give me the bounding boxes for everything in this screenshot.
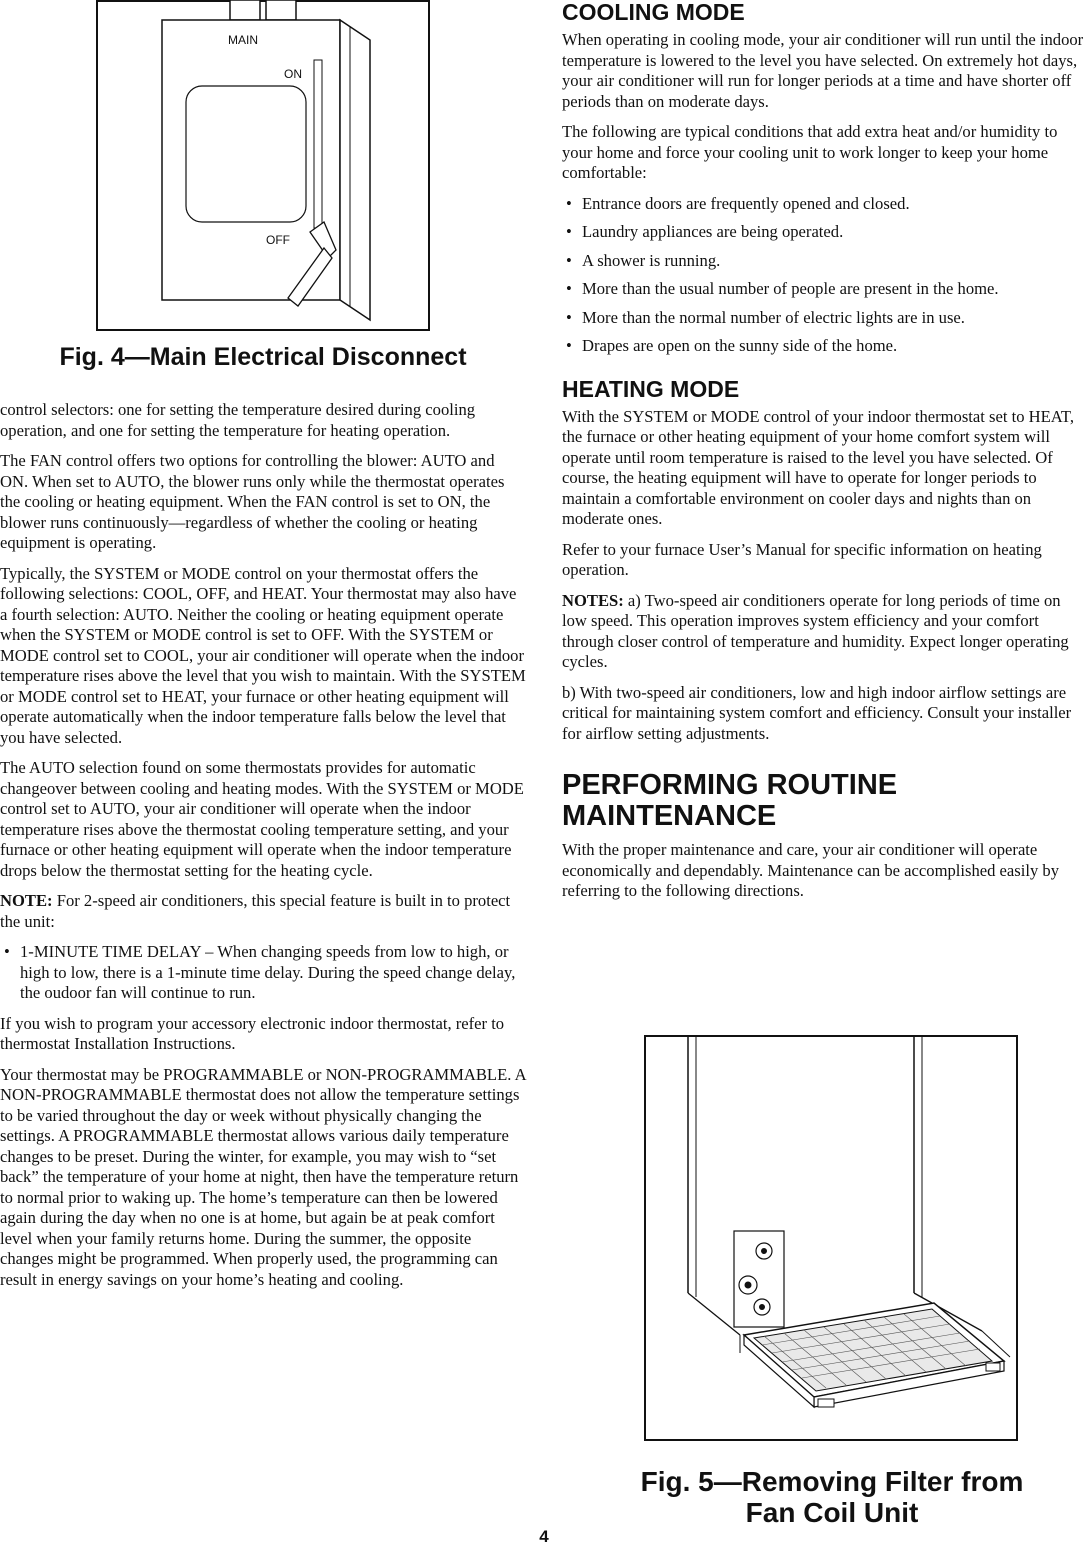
heading-maintenance (562, 770, 1088, 832)
list-item: • More than the normal number of electric lights are in use. (562, 308, 1088, 329)
paragraph-system-mode: Typically, the SYSTEM or MODE control on your thermostat offers the following selections: COOL, OFF, and HEAT. Your thermostat may also have a fourth selection: AUTO. Neither the cooling or heating equipment operate when the SYSTEM or MODE control is set to OFF. With the SYSTEM or MODE control set to COOL, your air conditioner will operate when the indoor temperature rises above the level that you wish to maintain. With the SYSTEM or MODE control set to HEAT, your furnace or other heating equipment will operate automatically when the indoor temperature falls below the level that you have selected. (0, 563, 526, 747)
fig5-caption-line1: Fig. 5—Removing Filter from (640, 1466, 1024, 1497)
label-main: MAIN (228, 33, 258, 47)
paragraph-cooling-2: The following are typical conditions that add extra heat and/or humidity to your home and force your cooling unit to work longer to keep your home comfortable: (562, 122, 1058, 182)
paragraph-heating-2: Refer to your furnace User’s Manual for specific information on heating operation. (562, 539, 1042, 579)
list-item: • Drapes are open on the sunny side of the home. (562, 336, 1088, 357)
note-text: For 2-speed air conditioners, this special feature is built in to protect the unit: (0, 891, 511, 931)
notes-label: NOTES: (562, 590, 624, 610)
paragraph-fan-control: The FAN control offers two options for controlling the blower: AUTO and ON. When set to AUTO, the blower runs only while the thermostat operates the cooling or heating equipment. When the FAN control is set to ON, the blower runs continuously—regardless of whether the cooling or heating equipment is operating. (0, 451, 505, 552)
paragraph-notes-b: b) With two-speed air conditioners, low and high indoor airflow settings are critical for maintaining system comfort and efficiency. Consult your installer for airflow setting adjustments. (562, 682, 1072, 743)
list-item: • Laundry appliances are being operated. (562, 222, 1088, 243)
paragraph-program-thermostat: If you wish to program your accessory electronic indoor thermostat, refer to thermostat Installation Instructions. (0, 1013, 505, 1053)
list-item: • More than the usual number of people are present in the home. (562, 279, 1088, 300)
fig5-caption-line2: Fan Coil Unit (745, 1497, 919, 1528)
note-label: NOTE: (0, 891, 53, 910)
paragraph-notes-a (562, 591, 1088, 673)
notes-a-text: a) Two-speed air conditioners operate for long periods of time on low speed. This operation improves system efficiency and your comfort through closer control of temperature and humidity. Expect longer operating cycles. (562, 590, 1069, 671)
paragraph-heating-1: With the SYSTEM or MODE control of your indoor thermostat set to HEAT, the furnace or other heating equipment of your home comfort system will operate until room temperature is raised to the level you have selected. Of course, the heating equipment will have to operate for longer periods to maintain a comfortable environment on cooler days and nights than on moderate ones. (562, 406, 1074, 528)
paragraph-maintenance: With the proper maintenance and care, your air conditioner will operate economically and dependably. Maintenance can be accomplished easily by referring to the following directions. (562, 840, 1060, 900)
paragraph-programmable: Your thermostat may be PROGRAMMABLE or NON-PROGRAMMABLE. A NON-PROGRAMMABLE thermostat does not allow the temperature settings to be varied throughout the day or week without physically changing the settings. A PROGRAMMABLE thermostat allows various daily temperature changes to be preset. During the winter, for example, you may wish to “set back” the temperature of your home at night, then have the temperature return to normal prior to waking up. The home’s temperature can then be lowered again during the day when no one is at home, but again be at peak comfort level when your family returns home. During the summer, the opposite changes might be programmed. When properly used, the programming can result in energy savings on your home’s heating and cooling. (0, 1064, 526, 1289)
right-body (562, 0, 1088, 912)
fig4-caption: Fig. 4—Main Electrical Disconnect (59, 343, 467, 371)
left-body (0, 400, 526, 1300)
list-item: • A shower is running. (562, 251, 1088, 272)
fig5-caption (592, 1466, 1072, 1528)
paragraph-control-selectors: control selectors: one for setting the temperature desired during cooling operation, and one for setting the temperature for heating operation. (0, 400, 476, 440)
delay-bullet-list (0, 942, 526, 1004)
filter-removal-illustration (644, 1035, 1020, 1443)
heading-maintenance-line2: MAINTENANCE (562, 800, 777, 832)
heading-maintenance-line1: PERFORMING ROUTINE (562, 769, 898, 801)
label-off: OFF (266, 233, 290, 247)
heading-cooling-mode: COOLING MODE (562, 0, 745, 25)
paragraph-cooling-1: When operating in cooling mode, your air conditioner will run until the indoor temperature is lowered to the level you have selected. On extremely hot days, your air conditioner will run for longer periods at a time and have shorter off periods than on moderate days. (562, 30, 1084, 111)
main-disconnect-illustration (96, 0, 432, 332)
page-number: 4 (539, 1527, 549, 1546)
paragraph-note (0, 891, 526, 932)
list-item: • Entrance doors are frequently opened and closed. (562, 194, 1088, 215)
cooling-conditions-list (562, 194, 1088, 357)
label-on: ON (284, 67, 302, 81)
paragraph-auto-selection: The AUTO selection found on some thermostats provides for automatic changeover between cooling and heating modes. With the SYSTEM or MODE control set to AUTO, your air conditioner will operate when the indoor temperature rises above the thermostat cooling temperature setting, and your furnace or other heating equipment will operate when the indoor temperature drops below the thermostat setting for the heating cycle. (0, 758, 524, 880)
heading-heating-mode: HEATING MODE (562, 375, 740, 402)
bullet-time-delay: • 1-MINUTE TIME DELAY – When changing speeds from low to high, or high to low, there is a 1-minute time delay. During the speed change delay, the oudoor fan will continue to run. (0, 942, 526, 1004)
